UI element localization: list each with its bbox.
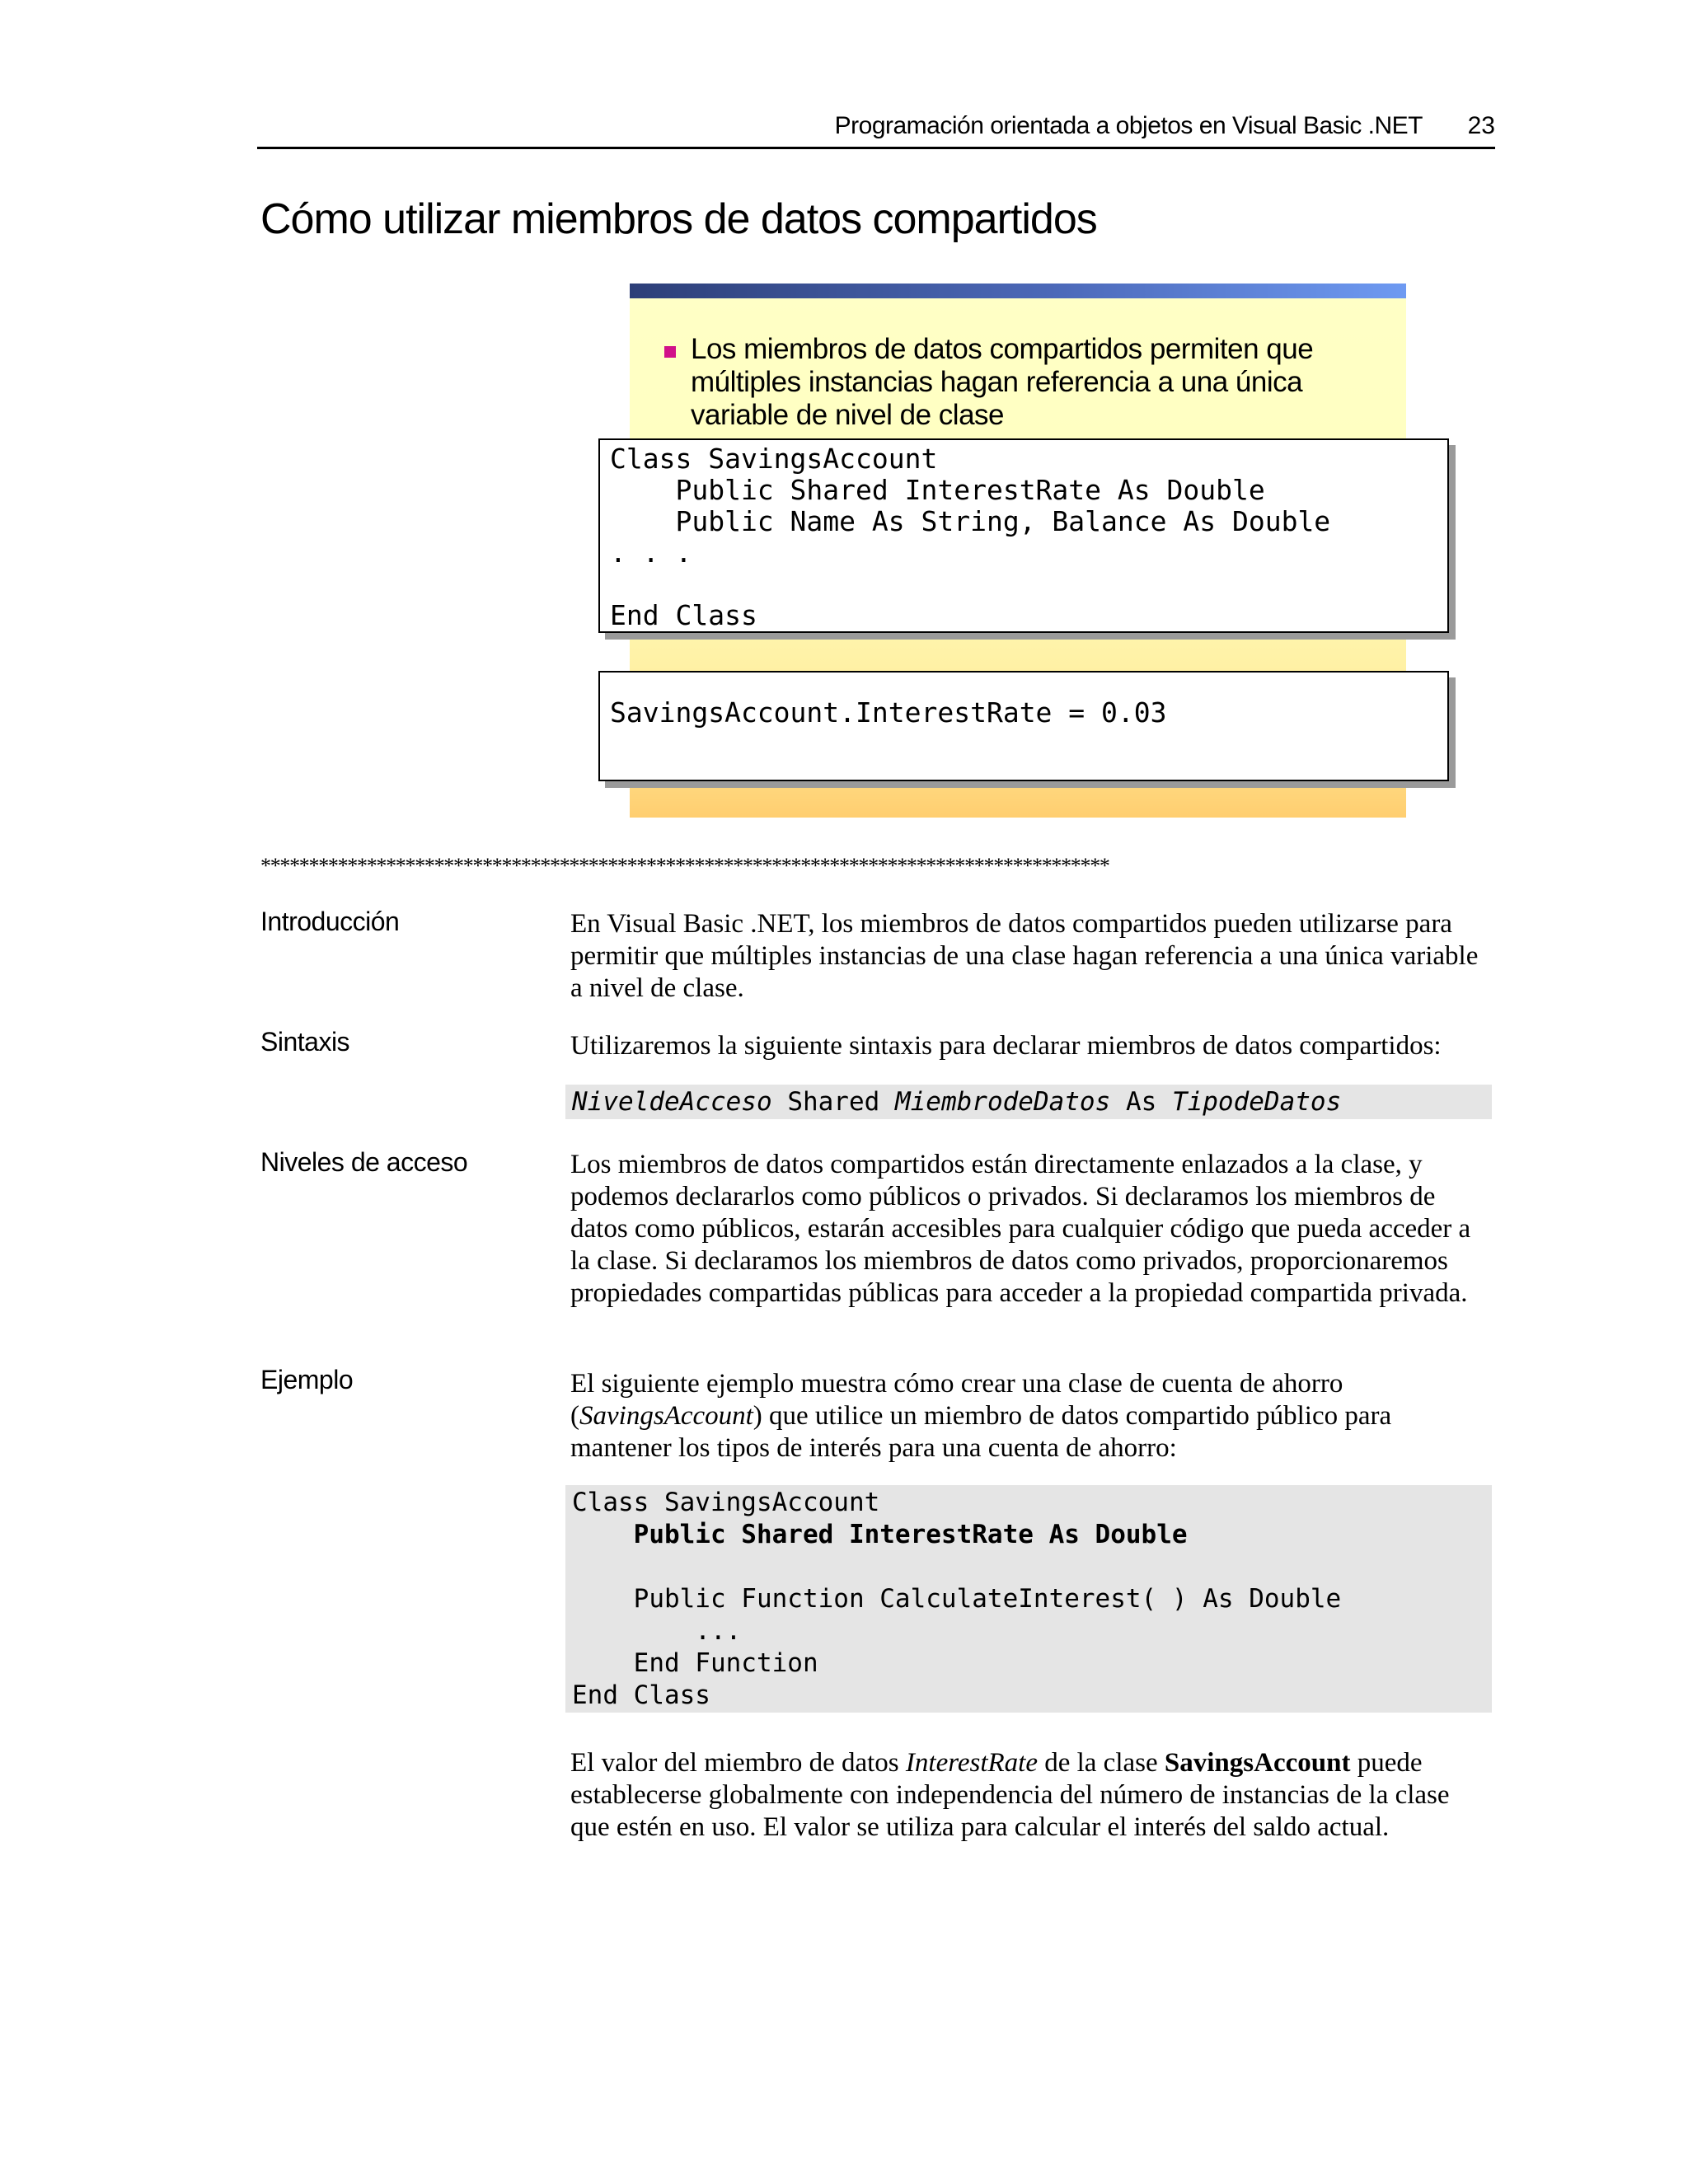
header-rule: [257, 147, 1495, 149]
header-title: Programación orientada a objetos en Visual Basic .NET: [834, 112, 1423, 139]
syntax-text: Utilizaremos la siguiente sintaxis para declarar miembros de datos compartidos:: [570, 1031, 1442, 1061]
label-sintaxis: Sintaxis: [260, 1027, 350, 1057]
syntax-member: MiembrodeDatos: [894, 1087, 1111, 1117]
example-text: El siguiente ejemplo muestra cómo crear una clase de cuenta de ahorro (SavingsAccount) que utilice un miembro de datos compartido público para mantener los tipos de interés para una cuenta de ahorro:: [570, 1369, 1392, 1463]
separator: ****************************************************************************************: [260, 854, 1109, 878]
example-code-line: Class SavingsAccount: [572, 1488, 880, 1517]
syntax-type: TipodeDatos: [1171, 1087, 1342, 1117]
access-text: Los miembros de datos compartidos están directamente enlazados a la clase, y podemos declararlos como públicos o privados. Si declaramos los miembros de datos como públicos, estarán accesibles para cualquier código que pueda acceder a la clase. Si declaramos los miembros de datos como privados, proporcionaremos propiedades compartidas públicas para acceder a la propiedad compartida privada.: [570, 1150, 1471, 1308]
label-introduccion: Introducción: [260, 907, 400, 936]
syntax-access: NiveldeAcceso: [572, 1087, 772, 1117]
syntax-shared: Shared: [787, 1087, 880, 1117]
intro-text: En Visual Basic .NET, los miembros de datos compartidos pueden utilizarse para permitir que múltiples instancias de una clase hagan referencia a una única variable a nivel de clase.: [570, 909, 1479, 1003]
syntax-as: As: [1125, 1087, 1157, 1117]
example-code-highlight: Public Shared InterestRate As Double: [572, 1520, 1188, 1549]
syntax-code-block: [565, 1085, 1492, 1119]
bullet-square-icon: [664, 346, 676, 358]
conclusion-text: El valor del miembro de datos InterestRate de la clase SavingsAccount puede establecerse globalmente con independencia del número de instancias de la clase que estén en uso. El valor se utiliza para calcular el interés del saldo actual.: [570, 1748, 1450, 1842]
slide-title-bar: [630, 284, 1406, 298]
page-number: 23: [1467, 112, 1495, 139]
label-ejemplo: Ejemplo: [260, 1365, 354, 1394]
slide-code: Class SavingsAccount Public Shared InterestRate As Double Public Name As String, Balance As Double . . . End Class: [610, 443, 1331, 631]
example-code-rest: Public Function CalculateInterest( ) As Double ... End Function End Class: [572, 1584, 1342, 1710]
example-code-block: [565, 1485, 1492, 1713]
slide-bullet-text: Los miembros de datos compartidos permiten que múltiples instancias hagan referencia a una única variable de nivel de clase: [691, 333, 1314, 431]
page-title: Cómo utilizar miembros de datos compartidos: [260, 195, 1097, 243]
slide-code-box-assignment: [598, 671, 1449, 781]
slide-code-box: [598, 438, 1449, 633]
label-niveles-de-acceso: Niveles de acceso: [260, 1147, 468, 1177]
slide-code-assignment: SavingsAccount.InterestRate = 0.03: [610, 696, 1167, 729]
running-header: [257, 112, 1495, 148]
